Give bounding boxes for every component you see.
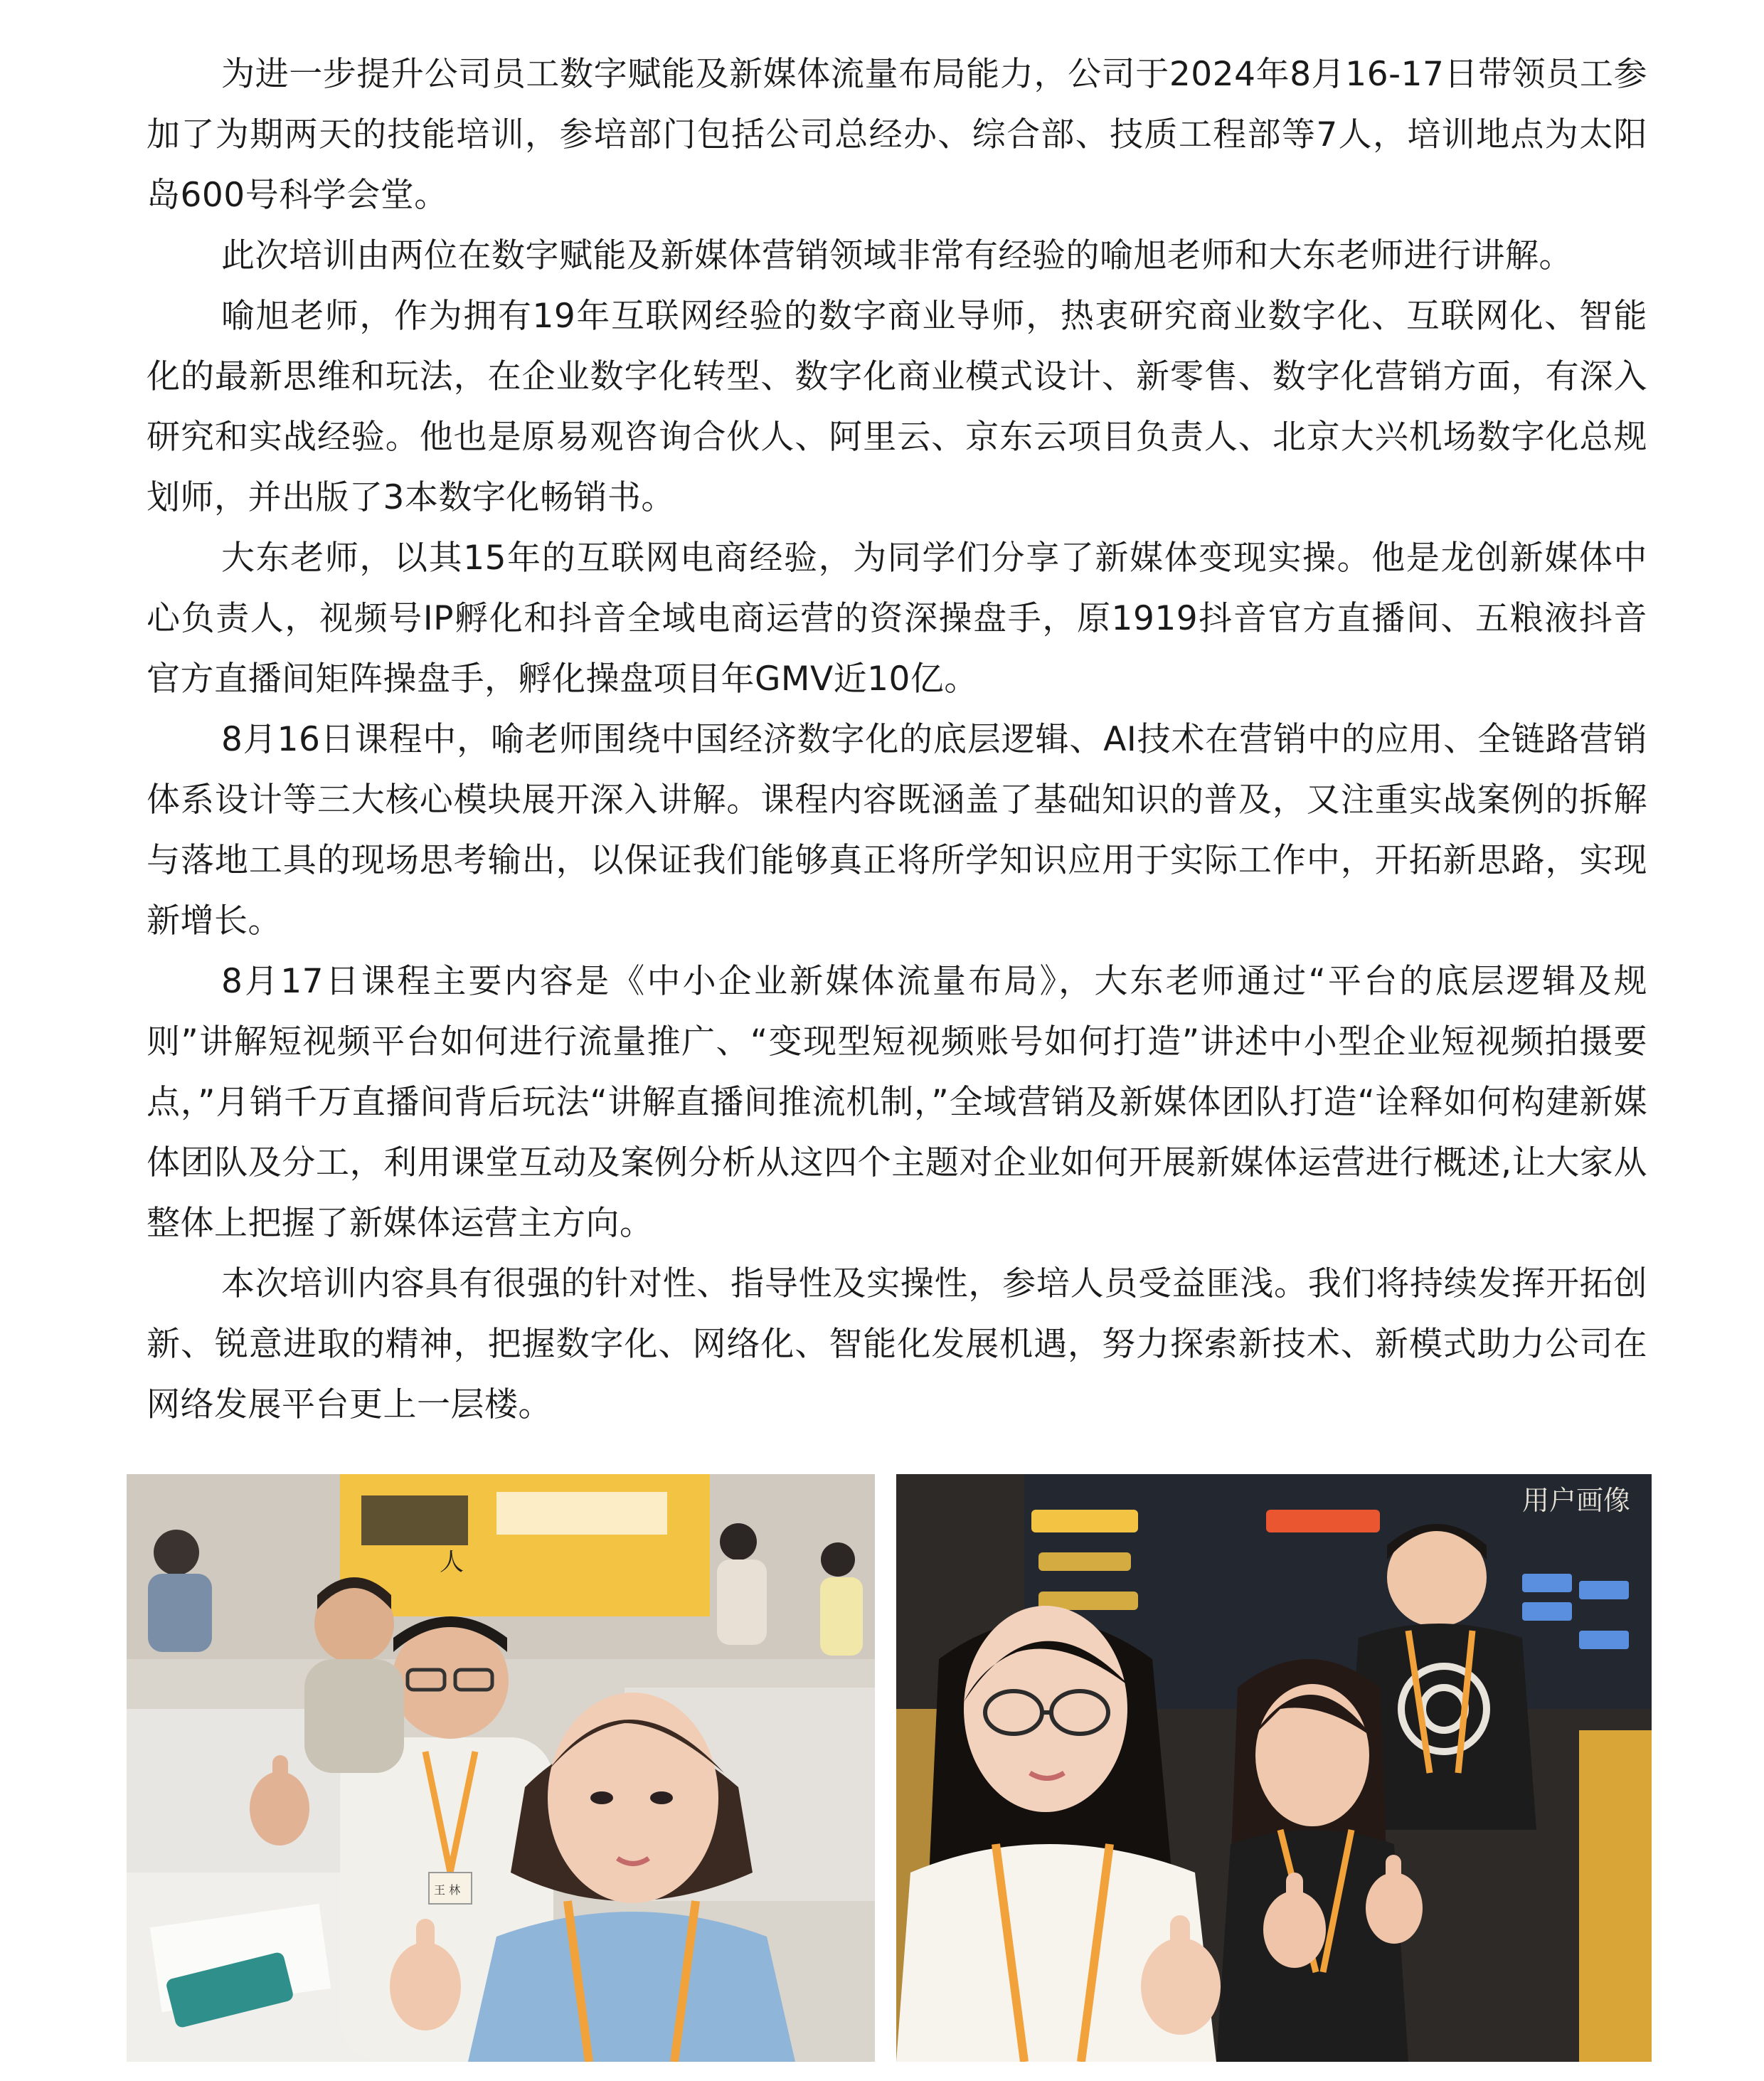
article-body bbox=[147, 44, 1647, 1435]
paragraph-yuxu: 喻旭老师，作为拥有19年互联网经验的数字商业导师，热衷研究商业数字化、互联网化、智能化的最新思维和玩法，在企业数字化转型、数字化商业模式设计、新零售、数字化营销方面，有深入研究和实战经验。他也是原易观咨询合伙人、阿里云、京东云项目负责人、北京大兴机场数字化总规划师，并出版了3本数字化畅销书。 bbox=[147, 297, 1647, 517]
paragraph-day2: 8月17日课程主要内容是《中小企业新媒体流量布局》，大东老师通过“平台的底层逻辑及规则”讲解短视频平台如何进行流量推广、“变现型短视频账号如何打造”讲述中小型企业短视频拍摄要点，”月销千万直播间背后玩法“讲解直播间推流机制，”全域营销及新媒体团队打造“诠释如何构建新媒体团队及分工，利用课堂互动及案例分析从这四个主题对企业如何开展新媒体运营进行概述,让大家从整体上把握了新媒体运营主方向。 bbox=[147, 962, 1647, 1243]
photo-classroom-selfie bbox=[127, 1474, 875, 2062]
paragraph-intro: 为进一步提升公司员工数字赋能及新媒体流量布局能力，公司于2024年8月16-17日带领员工参加了为期两天的技能培训，参培部门包括公司总经办、综合部、技质工程部等7人，培训地点为太阳岛600号科学会堂。 bbox=[147, 55, 1647, 215]
paragraph-summary: 本次培训内容具有很强的针对性、指导性及实操性，参培人员受益匪浅。我们将持续发挥开拓创新、锐意进取的精神，把握数字化、网络化、智能化发展机遇，努力探索新技术、新模式助力公司在网络发展平台更上一层楼。 bbox=[147, 1264, 1647, 1424]
paragraph-teachers: 此次培训由两位在数字赋能及新媒体营销领域非常有经验的喻旭老师和大东老师进行讲解。 bbox=[221, 236, 1573, 275]
photo-row bbox=[127, 1474, 1652, 2062]
photo-screen-selfie bbox=[896, 1474, 1652, 2062]
screen-photo-illustration bbox=[896, 1474, 1652, 2062]
screen-title: 用户画像 bbox=[1522, 1485, 1631, 1516]
poster-text: 人 bbox=[440, 1548, 464, 1577]
classroom-photo-illustration bbox=[127, 1474, 875, 2062]
paragraph-dadong: 大东老师，以其15年的互联网电商经验，为同学们分享了新媒体变现实操。他是龙创新媒体中心负责人，视频号IP孵化和抖音全域电商运营的资深操盘手，原1919抖音官方直播间、五粮液抖音官方直播间矩阵操盘手，孵化操盘项目年GMV近10亿。 bbox=[147, 539, 1647, 699]
paragraph-day1: 8月16日课程中，喻老师围绕中国经济数字化的底层逻辑、AI技术在营销中的应用、全链路营销体系设计等三大核心模块展开深入讲解。课程内容既涵盖了基础知识的普及，又注重实战案例的拆解与落地工具的现场思考输出，以保证我们能够真正将所学知识应用于实际工作中，开拓新思路，实现新增长。 bbox=[147, 720, 1647, 941]
name-badge-text: 王 林 bbox=[434, 1883, 461, 1897]
